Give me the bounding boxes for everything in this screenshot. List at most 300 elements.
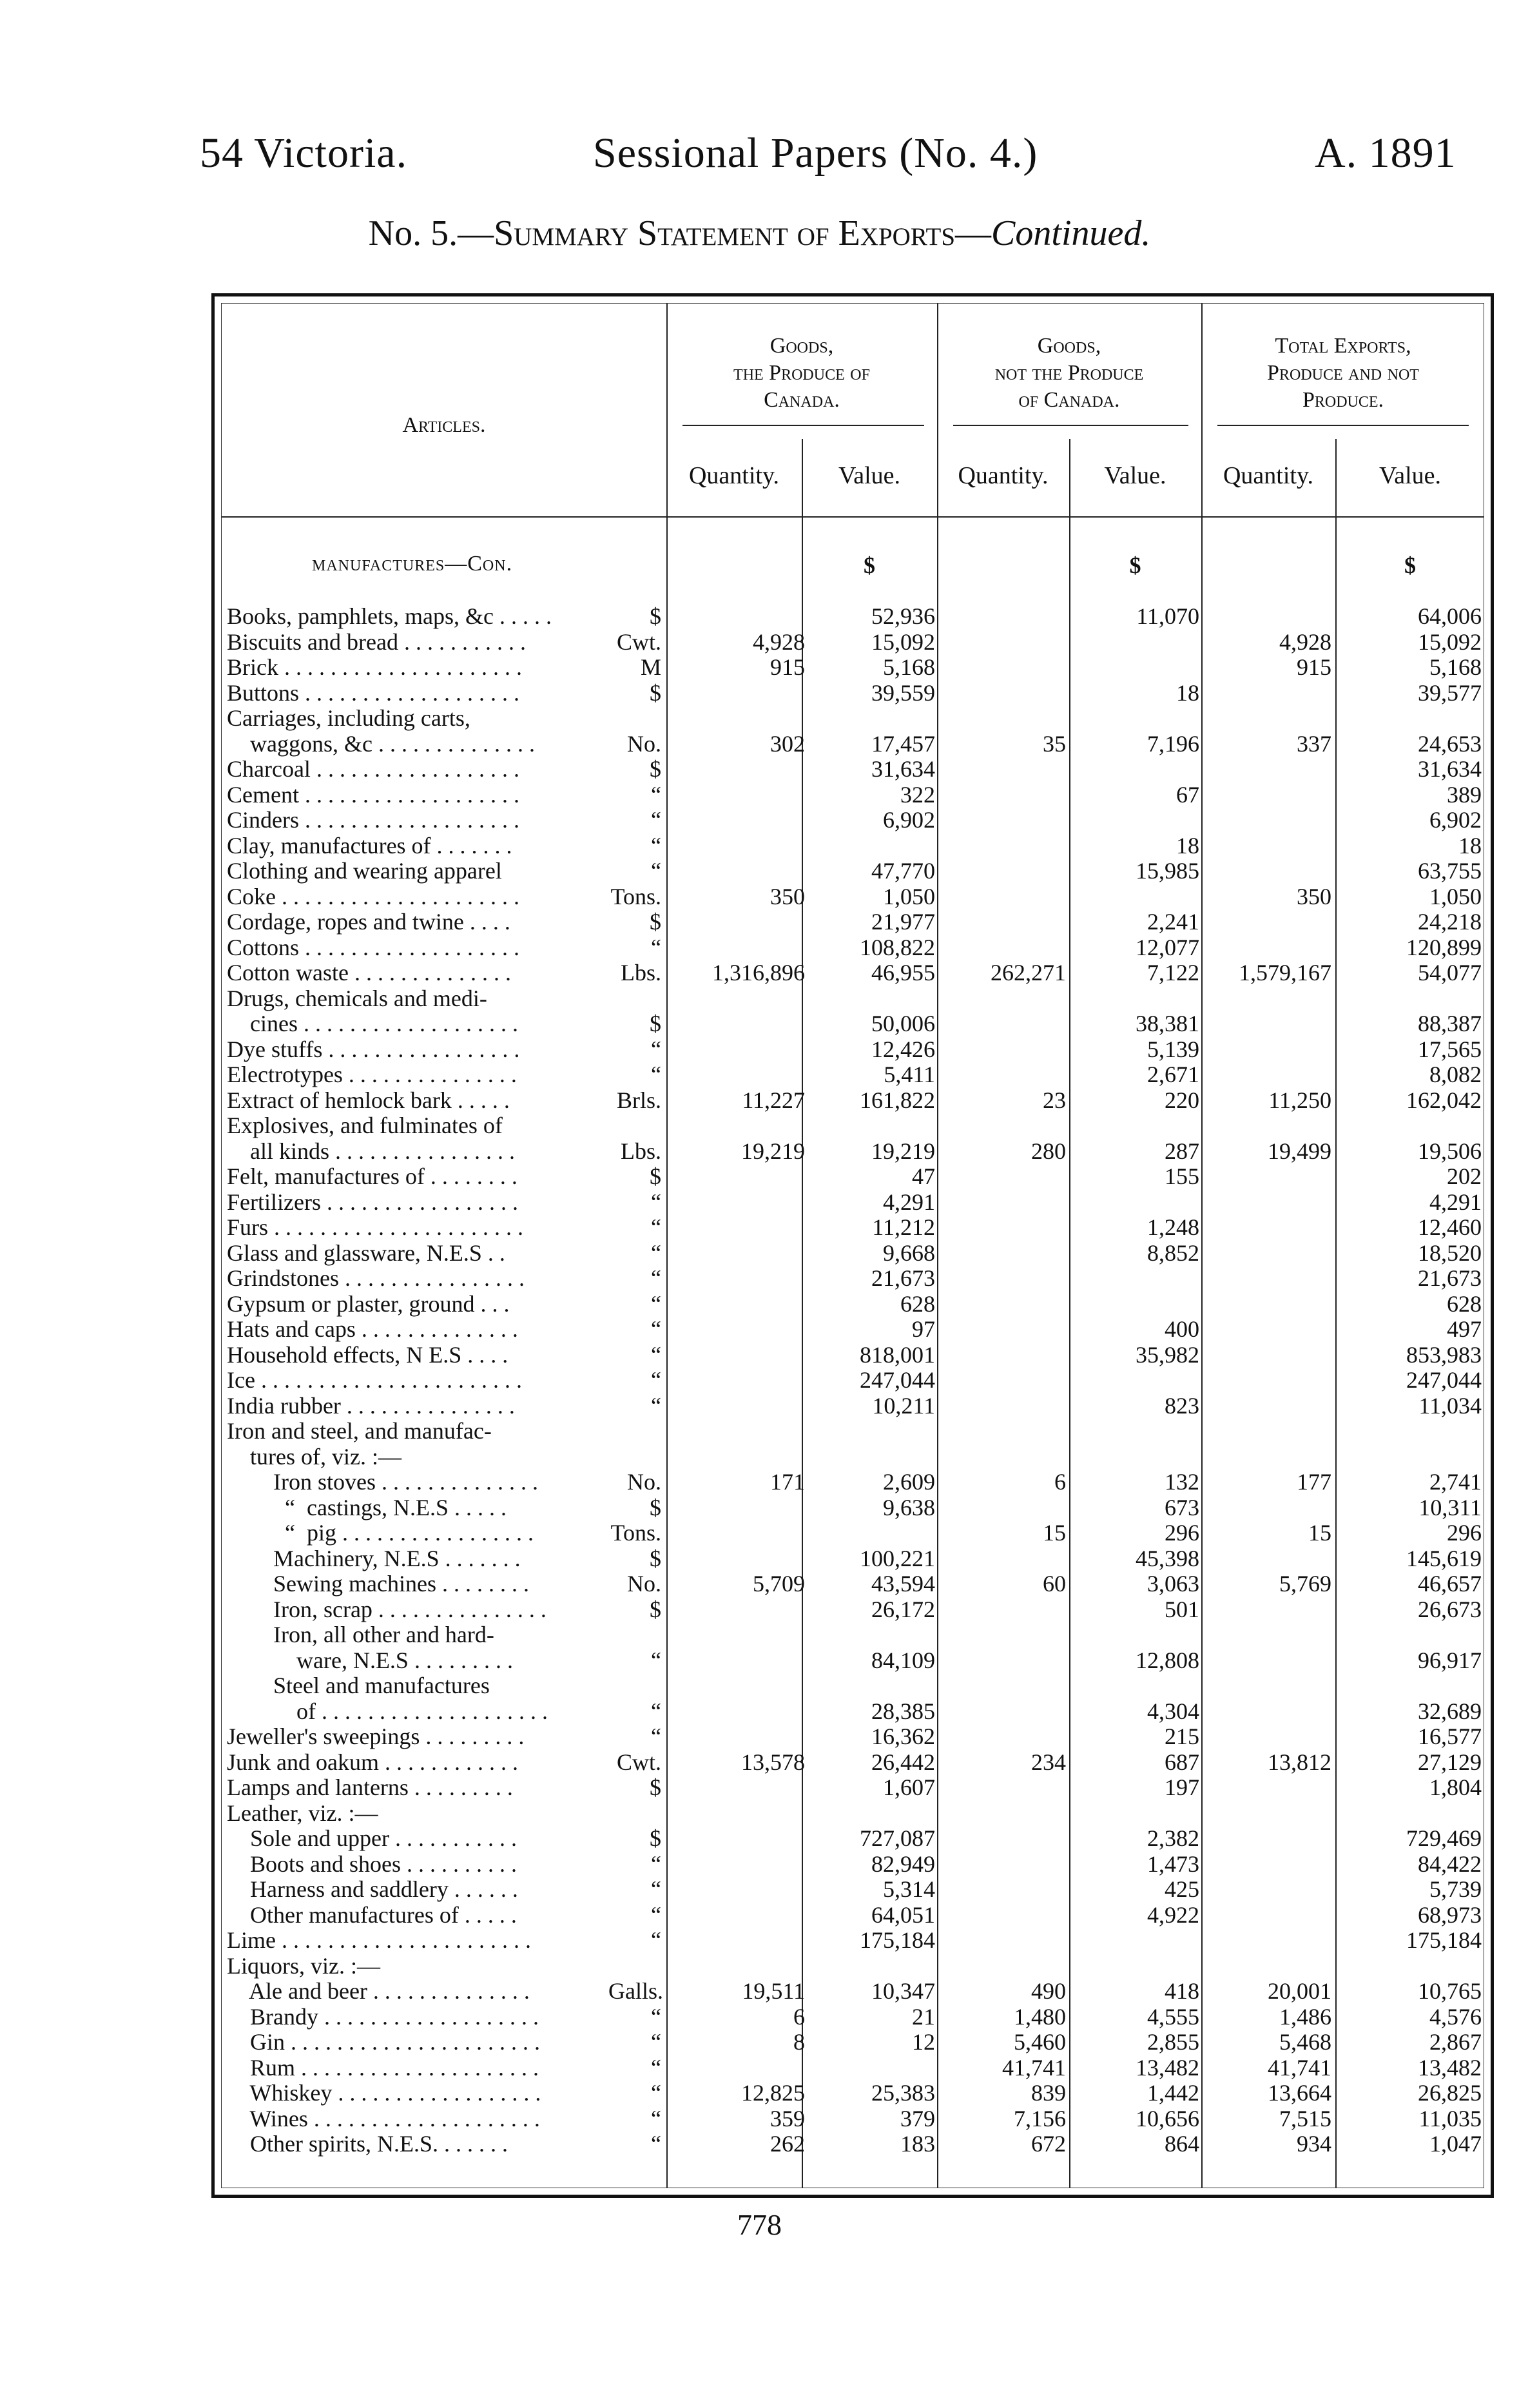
value-cell-c6: 1,047 <box>1429 2131 1482 2157</box>
value-cell-c4: 2,241 <box>1147 909 1199 935</box>
value-cell-c4: 67 <box>1176 781 1199 808</box>
unit-cell: “ <box>651 1698 661 1724</box>
unit-cell: “ <box>651 1392 661 1419</box>
article-name: “ castings, N.E.S . . . . . <box>227 1495 507 1520</box>
value-cell-c4: 215 <box>1165 1723 1199 1749</box>
rule-group1-under <box>682 425 924 426</box>
value-cell-c6: 12,460 <box>1418 1214 1482 1240</box>
value-cell-c1: 11,227 <box>742 1087 805 1113</box>
value-cell-c6: 8,082 <box>1429 1062 1482 1087</box>
value-cell-c2: 25,383 <box>871 2080 935 2106</box>
unit-cell: “ <box>651 781 661 808</box>
value-cell-c2: 818,001 <box>860 1341 935 1368</box>
value-cell-c6: 15,092 <box>1418 628 1482 655</box>
unit-cell: “ <box>651 2054 661 2081</box>
value-cell-c1: 19,219 <box>741 1138 805 1164</box>
article-name: Iron, all other and hard- <box>227 1622 494 1647</box>
value-cell-c4: 197 <box>1165 1774 1199 1800</box>
unit-cell: “ <box>651 2003 661 2030</box>
article-name: Gin . . . . . . . . . . . . . . . . . . . . . . <box>227 2030 540 2055</box>
value-cell-c6: 46,657 <box>1418 1571 1482 1597</box>
rule-group3-under <box>1217 425 1469 426</box>
article-name: ware, N.E.S . . . . . . . . . <box>227 1647 513 1673</box>
value-cell-c2: 12,426 <box>871 1036 935 1062</box>
value-cell-c2: 64,051 <box>871 1901 935 1928</box>
value-cell-c6: 628 <box>1447 1290 1482 1317</box>
value-cell-c4: 687 <box>1165 1749 1199 1775</box>
table-row <box>222 1571 1491 1597</box>
value-cell-c6: 31,634 <box>1418 756 1482 782</box>
value-cell-c4: 864 <box>1165 2131 1199 2157</box>
unit-cell: “ <box>651 2131 661 2157</box>
article-name: Lamps and lanterns . . . . . . . . . <box>227 1775 513 1800</box>
table-row <box>222 1164 1491 1190</box>
value-cell-c3: 262,271 <box>991 960 1066 986</box>
value-cell-c6: 18 <box>1458 832 1482 859</box>
table-row <box>222 1113 1491 1139</box>
value-cell-c4: 425 <box>1165 1876 1199 1902</box>
value-cell-c2: 19,219 <box>871 1138 935 1164</box>
header-year: A. 1891 <box>1315 130 1456 177</box>
value-cell-c2: 175,184 <box>860 1927 935 1953</box>
value-cell-c4: 3,063 <box>1147 1571 1199 1597</box>
value-cell-c2: 47,770 <box>871 858 935 884</box>
value-cell-c6: 389 <box>1447 781 1482 808</box>
table-row <box>222 630 1491 655</box>
article-name: Buttons . . . . . . . . . . . . . . . . . . . <box>227 680 520 706</box>
value-cell-c4: 4,304 <box>1147 1698 1199 1724</box>
value-cell-c6: 145,619 <box>1406 1545 1482 1571</box>
article-name: Glass and glassware, N.E.S . . <box>227 1240 505 1266</box>
value-cell-c6: 68,973 <box>1418 1901 1482 1928</box>
value-cell-c3: 60 <box>1043 1571 1066 1597</box>
table-row <box>222 706 1491 732</box>
table-row <box>222 833 1491 859</box>
value-cell-c4: 296 <box>1165 1520 1199 1546</box>
value-cell-c2: 26,172 <box>871 1596 935 1622</box>
value-cell-c6: 1,050 <box>1429 883 1482 909</box>
article-name: Charcoal . . . . . . . . . . . . . . . . . . <box>227 757 519 782</box>
article-name: Sole and upper . . . . . . . . . . . <box>227 1826 517 1851</box>
col-heading-value: Value. <box>1379 462 1442 489</box>
unit-cell: “ <box>651 934 661 960</box>
article-name: tures of, viz. :— <box>227 1444 402 1470</box>
article-name: Other spirits, N.E.S. . . . . . . <box>227 2131 508 2157</box>
group1-line: the Produce of <box>733 361 870 385</box>
value-cell-c6: 19,506 <box>1418 1138 1482 1164</box>
value-cell-c6: 27,129 <box>1418 1749 1482 1775</box>
value-cell-c4: 13,482 <box>1136 2054 1199 2081</box>
col-heading-quantity: Quantity. <box>1223 462 1313 489</box>
table-row <box>222 1011 1491 1037</box>
value-cell-c3: 6 <box>1054 1469 1066 1495</box>
value-cell-c3: 41,741 <box>1002 2054 1066 2081</box>
table-row <box>222 935 1491 961</box>
article-name: Clothing and wearing apparel <box>227 859 502 884</box>
table-row <box>222 1393 1491 1419</box>
value-cell-c2: 52,936 <box>871 603 935 629</box>
group2-line: Goods, <box>1037 334 1101 358</box>
table-row <box>222 986 1491 1012</box>
article-name: Iron and steel, and manufac- <box>227 1419 492 1444</box>
unit-cell: “ <box>651 1265 661 1291</box>
article-name: cines . . . . . . . . . . . . . . . . . . . <box>227 1011 518 1036</box>
table-row <box>222 1139 1491 1165</box>
value-cell-c5: 1,579,167 <box>1239 960 1331 986</box>
group1-heading <box>666 333 937 414</box>
value-cell-c4: 1,248 <box>1147 1214 1199 1240</box>
article-name: Steel and manufactures <box>227 1673 490 1698</box>
unit-cell: Cwt. <box>616 628 661 655</box>
table-row <box>222 1062 1491 1088</box>
table-row <box>222 1673 1491 1699</box>
unit-cell: Tons. <box>610 1520 661 1546</box>
section-title: manufactures—Con. <box>312 552 513 576</box>
group2-line: not the Produce <box>994 361 1144 385</box>
value-cell-c4: 673 <box>1165 1494 1199 1520</box>
value-cell-c4: 45,398 <box>1136 1545 1199 1571</box>
table-row <box>222 1266 1491 1292</box>
value-cell-c4: 1,442 <box>1147 2080 1199 2106</box>
article-name: Extract of hemlock bark . . . . . <box>227 1087 510 1113</box>
value-cell-c4: 287 <box>1165 1138 1199 1164</box>
group3-line: Total Exports, <box>1275 334 1411 358</box>
value-cell-c4: 501 <box>1165 1596 1199 1622</box>
article-name: of . . . . . . . . . . . . . . . . . . . . <box>227 1698 548 1724</box>
value-cell-c4: 7,196 <box>1147 730 1199 757</box>
table-row <box>222 681 1491 706</box>
article-name: Boots and shoes . . . . . . . . . . <box>227 1851 517 1877</box>
unit-cell: “ <box>651 1036 661 1062</box>
value-cell-c2: 5,168 <box>883 654 935 680</box>
value-cell-c5: 11,250 <box>1268 1087 1331 1113</box>
value-cell-c3: 23 <box>1043 1087 1066 1113</box>
unit-cell: $ <box>650 909 661 935</box>
value-cell-c6: 26,825 <box>1418 2080 1482 2106</box>
value-cell-c4: 4,922 <box>1147 1901 1199 1928</box>
value-cell-c6: 24,653 <box>1418 730 1482 757</box>
unit-cell: $ <box>650 1825 661 1851</box>
article-name: Machinery, N.E.S . . . . . . . <box>227 1546 521 1571</box>
table-row <box>222 1597 1491 1623</box>
article-name: Grindstones . . . . . . . . . . . . . . . . <box>227 1266 525 1291</box>
value-cell-c6: 4,576 <box>1429 2003 1482 2030</box>
value-cell-c5: 915 <box>1297 654 1331 680</box>
article-name: Brick . . . . . . . . . . . . . . . . . . . . . <box>227 655 522 680</box>
value-cell-c4: 12,077 <box>1136 934 1199 960</box>
value-cell-c1: 350 <box>770 883 805 909</box>
unit-cell: “ <box>651 1927 661 1953</box>
value-cell-c2: 5,314 <box>883 1876 935 1902</box>
unit-cell: “ <box>651 2080 661 2106</box>
value-cell-c2: 628 <box>900 1290 935 1317</box>
table-row <box>222 1750 1491 1776</box>
table-row <box>222 1215 1491 1241</box>
value-cell-c4: 2,382 <box>1147 1825 1199 1851</box>
value-cell-c6: 10,311 <box>1418 1494 1482 1520</box>
currency-mark: $ <box>1404 552 1416 578</box>
value-cell-c4: 4,555 <box>1147 2003 1199 2030</box>
article-name: Cement . . . . . . . . . . . . . . . . . . . <box>227 782 519 808</box>
table-row <box>222 732 1491 757</box>
col-heading-value: Value. <box>1104 462 1166 489</box>
table-row <box>222 909 1491 935</box>
value-cell-c6: 1,804 <box>1429 1774 1482 1800</box>
table-row <box>222 1622 1491 1648</box>
article-name: Hats and caps . . . . . . . . . . . . . . <box>227 1317 518 1342</box>
value-cell-c3: 1,480 <box>1014 2003 1066 2030</box>
article-name: Fertilizers . . . . . . . . . . . . . . . . . <box>227 1189 518 1215</box>
article-name: Brandy . . . . . . . . . . . . . . . . . . . <box>227 2004 539 2030</box>
header-sessional-papers: Sessional Papers (No. 4.) <box>593 130 1038 177</box>
value-cell-c2: 16,362 <box>871 1723 935 1749</box>
table-row <box>222 1368 1491 1393</box>
value-cell-c4: 823 <box>1165 1392 1199 1419</box>
value-cell-c2: 727,087 <box>860 1825 935 1851</box>
article-name: Clay, manufactures of . . . . . . . <box>227 833 512 859</box>
unit-cell: “ <box>651 1214 661 1240</box>
value-cell-c4: 220 <box>1165 1087 1199 1113</box>
value-cell-c6: 13,482 <box>1418 2054 1482 2081</box>
value-cell-c6: 16,577 <box>1418 1723 1482 1749</box>
value-cell-c2: 100,221 <box>860 1545 935 1571</box>
value-cell-c6: 2,867 <box>1429 2029 1482 2055</box>
table-row <box>222 1520 1491 1546</box>
table-row <box>222 1979 1491 2005</box>
table-row <box>222 2055 1491 2081</box>
table-row <box>222 1292 1491 1317</box>
article-name: Household effects, N E.S . . . . <box>227 1342 508 1368</box>
unit-cell: Lbs. <box>621 960 661 986</box>
value-cell-c5: 20,001 <box>1268 1978 1331 2004</box>
table-row <box>222 782 1491 808</box>
unit-cell: “ <box>651 1647 661 1673</box>
article-name: waggons, &c . . . . . . . . . . . . . . <box>227 731 535 757</box>
unit-cell: $ <box>650 1011 661 1036</box>
value-cell-c2: 161,822 <box>860 1087 935 1113</box>
value-cell-c3: 35 <box>1043 730 1066 757</box>
unit-cell: “ <box>651 1901 661 1928</box>
value-cell-c2: 46,955 <box>871 960 935 986</box>
article-name: Cotton waste . . . . . . . . . . . . . . <box>227 960 511 986</box>
value-cell-c2: 10,211 <box>872 1392 935 1419</box>
unit-cell: $ <box>650 756 661 782</box>
value-cell-c5: 177 <box>1297 1469 1331 1495</box>
unit-cell: Cwt. <box>616 1749 661 1775</box>
table-row <box>222 1801 1491 1827</box>
value-cell-c3: 490 <box>1031 1978 1066 2004</box>
value-cell-c6: 96,917 <box>1418 1647 1482 1673</box>
value-cell-c6: 202 <box>1447 1163 1482 1189</box>
value-cell-c2: 43,594 <box>871 1571 935 1597</box>
value-cell-c4: 38,381 <box>1136 1011 1199 1036</box>
articles-heading: Articles. <box>402 413 486 437</box>
article-name: Sewing machines . . . . . . . . <box>227 1571 529 1597</box>
value-cell-c5: 15 <box>1308 1520 1331 1546</box>
unit-cell: $ <box>650 679 661 706</box>
unit-cell: No. <box>627 1571 661 1597</box>
table-row <box>222 1343 1491 1368</box>
value-cell-c4: 155 <box>1165 1163 1199 1189</box>
value-cell-c4: 132 <box>1165 1469 1199 1495</box>
value-cell-c6: 11,035 <box>1418 2105 1482 2131</box>
value-cell-c5: 7,515 <box>1279 2105 1331 2131</box>
currency-mark: $ <box>864 552 875 578</box>
article-name: Leather, viz. :— <box>227 1800 378 1826</box>
table-row <box>222 1317 1491 1343</box>
value-cell-c2: 322 <box>900 781 935 808</box>
value-cell-c2: 21,673 <box>871 1265 935 1291</box>
value-cell-c2: 5,411 <box>884 1062 935 1087</box>
value-cell-c6: 4,291 <box>1429 1189 1482 1215</box>
value-cell-c6: 247,044 <box>1406 1367 1482 1393</box>
value-cell-c5: 19,499 <box>1268 1138 1331 1164</box>
unit-cell: $ <box>650 1494 661 1520</box>
unit-cell: “ <box>651 1316 661 1342</box>
unit-cell: “ <box>651 1290 661 1317</box>
value-cell-c1: 359 <box>770 2105 805 2131</box>
unit-cell: $ <box>650 1545 661 1571</box>
table-row <box>222 1444 1491 1470</box>
value-cell-c6: 64,006 <box>1418 603 1482 629</box>
article-name: Electrotypes . . . . . . . . . . . . . . . <box>227 1062 517 1087</box>
value-cell-c2: 9,638 <box>883 1494 935 1520</box>
title-prefix: No. 5.— <box>368 213 494 253</box>
value-cell-c5: 13,664 <box>1268 2080 1331 2106</box>
value-cell-c6: 10,765 <box>1418 1978 1482 2004</box>
value-cell-c1: 12,825 <box>741 2080 805 2106</box>
value-cell-c6: 18,520 <box>1418 1239 1482 1266</box>
article-name: Junk and oakum . . . . . . . . . . . . <box>227 1749 518 1775</box>
value-cell-c4: 12,808 <box>1136 1647 1199 1673</box>
value-cell-c6: 5,739 <box>1429 1876 1482 1902</box>
value-cell-c6: 120,899 <box>1406 934 1482 960</box>
group1-line: Goods, <box>769 334 834 358</box>
table-row <box>222 655 1491 681</box>
value-cell-c3: 839 <box>1031 2080 1066 2106</box>
page-number: 778 <box>737 2208 782 2241</box>
value-cell-c2: 31,634 <box>871 756 935 782</box>
unit-cell: “ <box>651 807 661 833</box>
value-cell-c6: 17,565 <box>1418 1036 1482 1062</box>
table-row <box>222 2131 1491 2157</box>
unit-cell: $ <box>650 1774 661 1800</box>
article-name: Whiskey . . . . . . . . . . . . . . . . . . <box>227 2081 541 2106</box>
unit-cell: Tons. <box>610 883 661 909</box>
table-row <box>222 2030 1491 2055</box>
table-row <box>222 1495 1491 1521</box>
value-cell-c6: 84,422 <box>1418 1850 1482 1877</box>
article-name: Jeweller's sweepings . . . . . . . . . <box>227 1724 525 1749</box>
value-cell-c4: 35,982 <box>1136 1341 1199 1368</box>
unit-cell: “ <box>651 2029 661 2055</box>
table-row <box>222 2081 1491 2106</box>
unit-cell: “ <box>651 858 661 884</box>
unit-cell: $ <box>650 1596 661 1622</box>
header-session: 54 Victoria. <box>200 130 408 177</box>
article-name: India rubber . . . . . . . . . . . . . . . <box>227 1393 515 1419</box>
value-cell-c3: 7,156 <box>1014 2105 1066 2131</box>
article-name: Drugs, chemicals and medi- <box>227 986 487 1011</box>
unit-cell: $ <box>650 1163 661 1189</box>
value-cell-c2: 39,559 <box>871 679 935 706</box>
unit-cell: “ <box>651 1239 661 1266</box>
value-cell-c1: 6 <box>793 2003 805 2030</box>
rule-header-bottom <box>222 516 1484 518</box>
value-cell-c2: 84,109 <box>871 1647 935 1673</box>
value-cell-c5: 350 <box>1297 883 1331 909</box>
unit-cell: No. <box>627 730 661 757</box>
value-cell-c4: 8,852 <box>1147 1239 1199 1266</box>
group3-line: Produce. <box>1302 388 1384 412</box>
unit-cell: $ <box>650 603 661 629</box>
table-row <box>222 960 1491 986</box>
group3-heading <box>1201 333 1485 414</box>
table-row <box>222 1546 1491 1572</box>
table-inner <box>221 303 1484 2188</box>
value-cell-c1: 1,316,896 <box>712 960 805 986</box>
article-name: Harness and saddlery . . . . . . <box>227 1877 518 1902</box>
table-row <box>222 859 1491 884</box>
unit-cell: “ <box>651 1723 661 1749</box>
table-row <box>222 1928 1491 1954</box>
value-cell-c4: 18 <box>1176 832 1199 859</box>
value-cell-c6: 63,755 <box>1418 858 1482 884</box>
value-cell-c1: 262 <box>770 2131 805 2157</box>
value-cell-c1: 171 <box>770 1469 805 1495</box>
value-cell-c1: 302 <box>770 730 805 757</box>
article-name: Cinders . . . . . . . . . . . . . . . . . . . <box>227 808 519 833</box>
unit-cell: “ <box>651 1341 661 1368</box>
value-cell-c5: 4,928 <box>1279 628 1331 655</box>
value-cell-c4: 2,671 <box>1147 1062 1199 1087</box>
value-cell-c1: 19,511 <box>742 1978 805 2004</box>
value-cell-c6: 2,741 <box>1429 1469 1482 1495</box>
article-name: Coke . . . . . . . . . . . . . . . . . . . . . <box>227 884 519 909</box>
table-row <box>222 1037 1491 1063</box>
table-row <box>222 884 1491 910</box>
value-cell-c6: 162,042 <box>1406 1087 1482 1113</box>
value-cell-c1: 915 <box>770 654 805 680</box>
value-cell-c5: 13,812 <box>1268 1749 1331 1775</box>
value-cell-c3: 15 <box>1043 1520 1066 1546</box>
col-heading-quantity: Quantity. <box>688 462 779 489</box>
unit-cell: “ <box>651 2105 661 2131</box>
value-cell-c5: 41,741 <box>1268 2054 1331 2081</box>
value-cell-c1: 5,709 <box>753 1571 805 1597</box>
value-cell-c4: 15,985 <box>1136 858 1199 884</box>
value-cell-c2: 183 <box>900 2131 935 2157</box>
article-name: Gypsum or plaster, ground . . . <box>227 1291 510 1317</box>
value-cell-c4: 5,139 <box>1147 1036 1199 1062</box>
value-cell-c6: 21,673 <box>1418 1265 1482 1291</box>
currency-mark: $ <box>1129 552 1141 578</box>
article-name: Ice . . . . . . . . . . . . . . . . . . . . . . . <box>227 1368 522 1393</box>
unit-cell: No. <box>627 1469 661 1495</box>
value-cell-c2: 21 <box>912 2003 935 2030</box>
value-cell-c4: 418 <box>1165 1978 1199 2004</box>
table-row <box>222 1852 1491 1878</box>
table-row <box>222 1724 1491 1750</box>
value-cell-c2: 97 <box>912 1316 935 1342</box>
article-name: Other manufactures of . . . . . <box>227 1902 517 1928</box>
table-row <box>222 1877 1491 1903</box>
article-name: Lime . . . . . . . . . . . . . . . . . . . . . . <box>227 1928 531 1953</box>
value-cell-c4: 2,855 <box>1147 2029 1199 2055</box>
value-cell-c5: 1,486 <box>1279 2003 1331 2030</box>
group1-line: Canada. <box>764 388 840 412</box>
value-cell-c2: 9,668 <box>883 1239 935 1266</box>
